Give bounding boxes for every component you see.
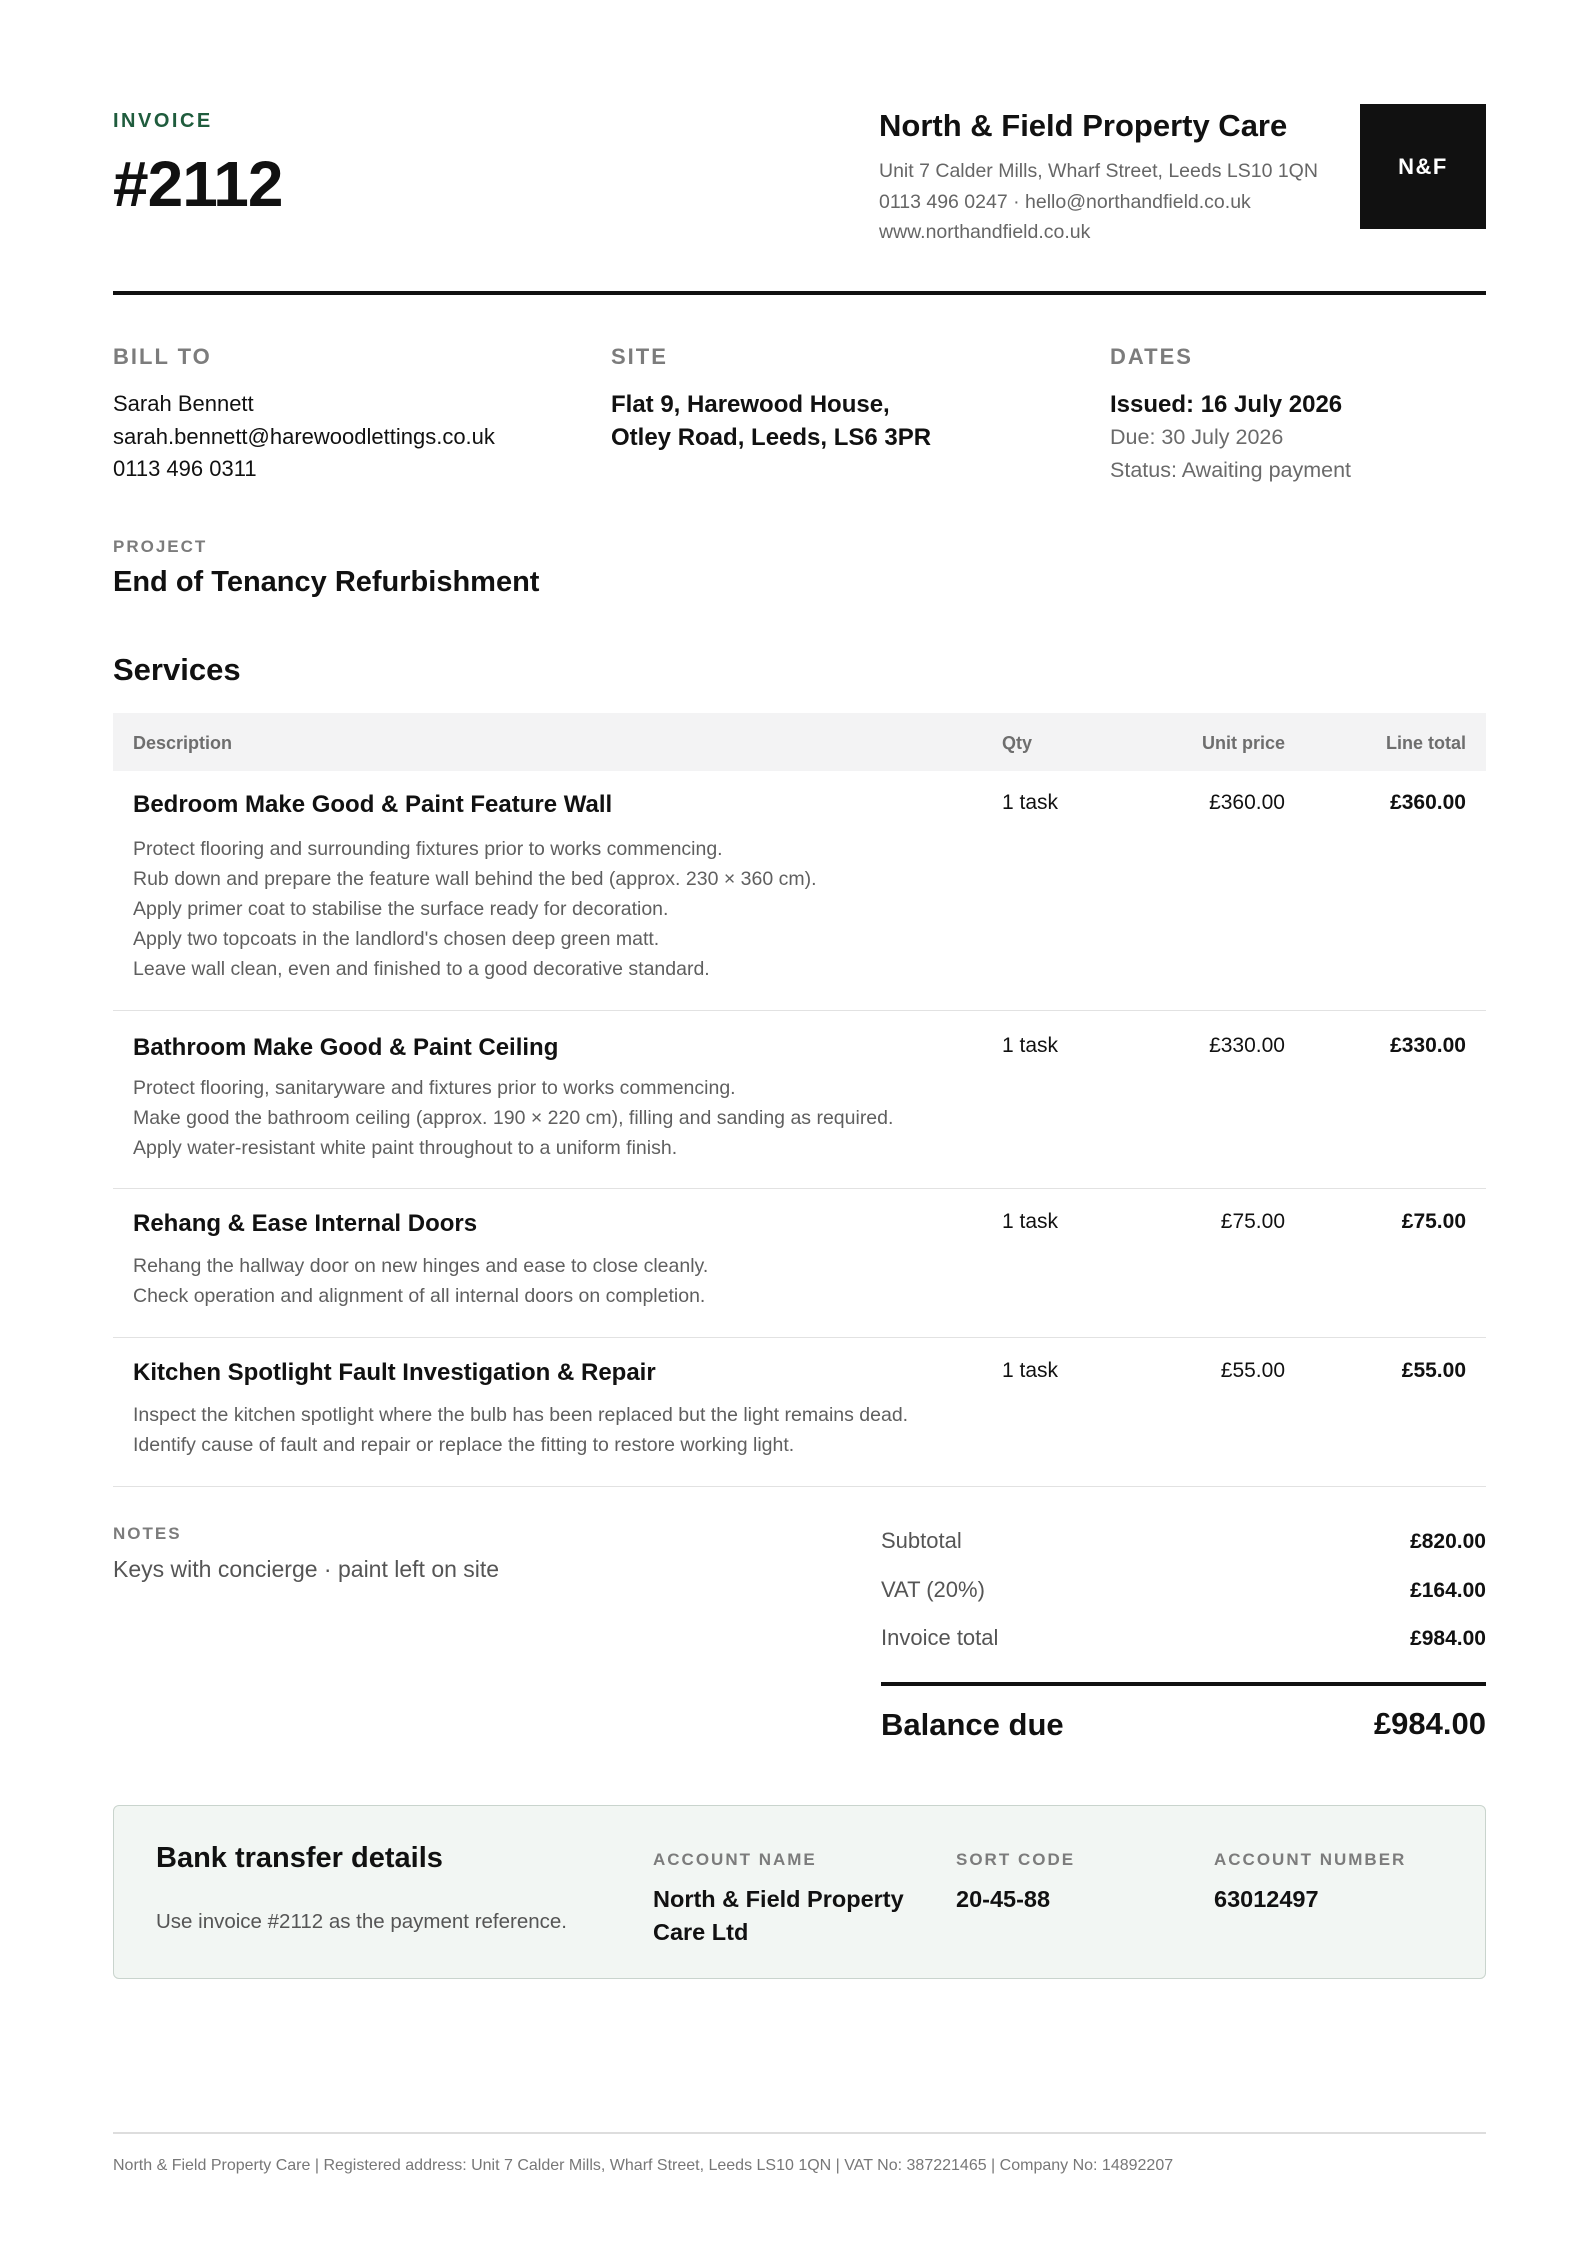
vat-label: VAT (20%) [881, 1576, 985, 1602]
dates-label: DATES [1110, 344, 1193, 369]
totals-block [881, 1528, 1486, 1674]
header-divider [113, 291, 1486, 295]
service-description [133, 1400, 1013, 1460]
account-name-line1: North & Field Property [653, 1886, 904, 1912]
balance-due-label: Balance due [881, 1707, 1064, 1742]
description-line: Apply water-resistant white paint throughout to a uniform finish. [133, 1137, 678, 1159]
column-header-unit-price: Unit price [1201, 733, 1285, 753]
table-row [113, 1189, 1486, 1338]
service-unit-price: £360.00 [1209, 791, 1285, 814]
sort-code-field [956, 1850, 1075, 1916]
description-line: Apply primer coat to stabilise the surface ready for decoration. [133, 898, 669, 920]
notes-label: NOTES [113, 1524, 182, 1543]
payment-reference-note: Use invoice #2112 as the payment reference. [156, 1910, 568, 1933]
description-line: Rub down and prepare the feature wall behind the bed (approx. 230 × 360 cm). [133, 868, 817, 890]
sort-code-value: 20-45-88 [956, 1886, 1051, 1912]
due-date: Due: 30 July 2026 [1110, 425, 1284, 449]
logo-text: N&F [1398, 153, 1448, 179]
totals-divider [881, 1682, 1486, 1686]
payment-status: Status: Awaiting payment [1110, 457, 1352, 482]
description-line: Leave wall clean, even and finished to a good decorative standard. [133, 958, 710, 980]
service-title: Bathroom Make Good & Paint Ceiling [133, 1034, 559, 1061]
service-description [133, 1073, 1013, 1163]
bank-transfer-panel [113, 1805, 1486, 1979]
invoice-total-value: £984.00 [1410, 1627, 1486, 1650]
site-section [611, 344, 931, 454]
site-address-line1: Flat 9, Harewood House, [611, 391, 890, 418]
description-line: Protect flooring, sanitaryware and fixtures prior to works commencing. [133, 1077, 736, 1099]
invoice-total-label: Invoice total [881, 1625, 999, 1650]
service-unit-price: £55.00 [1220, 1359, 1285, 1382]
subtotal-label: Subtotal [881, 1528, 962, 1553]
site-label: SITE [611, 344, 668, 369]
description-line: Make good the bathroom ceiling (approx. 190 × 220 cm), filling and sanding as required. [133, 1107, 894, 1129]
account-number-value: 63012497 [1214, 1886, 1319, 1912]
service-title: Bedroom Make Good & Paint Feature Wall [133, 791, 613, 818]
company-logo [1360, 104, 1486, 229]
project-label: PROJECT [113, 537, 208, 556]
footer-divider [113, 2132, 1486, 2134]
service-description [133, 834, 1013, 984]
company-block [879, 108, 1359, 248]
issued-date: Issued: 16 July 2026 [1110, 391, 1343, 418]
company-website: www.northandfield.co.uk [879, 221, 1091, 243]
notes-text: Keys with concierge · paint left on site [113, 1556, 500, 1582]
service-unit-price: £75.00 [1220, 1210, 1285, 1233]
client-email: sarah.bennett@harewoodlettings.co.uk [113, 423, 495, 449]
subtotal-value: £820.00 [1410, 1530, 1486, 1553]
account-number-field [1214, 1850, 1406, 1916]
vat-row [881, 1577, 1486, 1626]
balance-due-value: £984.00 [1373, 1706, 1486, 1741]
invoice-page [113, 0, 1486, 2246]
subtotal-row [881, 1528, 1486, 1577]
service-description [133, 1251, 1013, 1311]
client-phone: 0113 496 0311 [113, 456, 257, 481]
service-qty: 1 task [1002, 1210, 1059, 1233]
service-line-total: £75.00 [1401, 1210, 1466, 1233]
service-qty: 1 task [1002, 791, 1059, 814]
service-unit-price: £330.00 [1209, 1034, 1285, 1057]
invoice-number: #2112 [113, 148, 283, 220]
table-row [113, 1338, 1486, 1487]
description-line: Apply two topcoats in the landlord's chosen deep green matt. [133, 928, 660, 950]
footer-legal-text: North & Field Property Care | Registered address: Unit 7 Calder Mills, Wharf Street, Leeds LS10 1QN | VAT No: 387221465 | Company No: 14892207 [113, 2157, 1174, 2174]
service-line-total: £360.00 [1390, 791, 1466, 814]
services-heading: Services [113, 652, 241, 687]
bank-transfer-title: Bank transfer details [156, 1842, 443, 1874]
project-name: End of Tenancy Refurbishment [113, 566, 540, 598]
description-line: Protect flooring and surrounding fixtures prior to works commencing. [133, 838, 723, 860]
description-line: Inspect the kitchen spotlight where the bulb has been replaced but the light remains dead. [133, 1404, 909, 1426]
company-name: North & Field Property Care [879, 108, 1288, 143]
service-line-total: £330.00 [1390, 1034, 1466, 1057]
description-line: Identify cause of fault and repair or replace the fitting to restore working light. [133, 1434, 795, 1456]
description-line: Check operation and alignment of all internal doors on completion. [133, 1285, 706, 1307]
invoice-total-row [881, 1625, 1486, 1674]
dates-section [1110, 344, 1351, 486]
bill-to-section [113, 344, 495, 486]
table-row [113, 771, 1486, 1011]
service-qty: 1 task [1002, 1359, 1059, 1382]
account-number-label: ACCOUNT NUMBER [1214, 1850, 1407, 1869]
site-address-line2: Otley Road, Leeds, LS6 3PR [611, 424, 932, 451]
document-type-label: INVOICE [113, 110, 213, 132]
account-name-line2: Care Ltd [653, 1919, 749, 1945]
column-header-qty: Qty [1002, 733, 1033, 753]
description-line: Rehang the hallway door on new hinges and ease to close cleanly. [133, 1255, 709, 1277]
service-line-total: £55.00 [1401, 1359, 1466, 1382]
services-table-header [113, 713, 1486, 771]
sort-code-label: SORT CODE [956, 1850, 1076, 1869]
account-name-label: ACCOUNT NAME [653, 1850, 817, 1869]
column-header-line-total: Line total [1386, 733, 1466, 753]
service-title: Kitchen Spotlight Fault Investigation & Repair [133, 1359, 656, 1386]
service-title: Rehang & Ease Internal Doors [133, 1210, 478, 1237]
company-address: Unit 7 Calder Mills, Wharf Street, Leeds LS10 1QN [879, 160, 1318, 182]
bill-to-label: BILL TO [113, 344, 212, 369]
company-contact: 0113 496 0247 · hello@northandfield.co.uk [879, 190, 1251, 213]
vat-value: £164.00 [1410, 1578, 1486, 1602]
client-name: Sarah Bennett [113, 391, 254, 416]
account-name-field [653, 1850, 904, 1949]
column-header-description: Description [133, 733, 233, 753]
service-qty: 1 task [1002, 1034, 1059, 1057]
table-row [113, 1011, 1486, 1189]
